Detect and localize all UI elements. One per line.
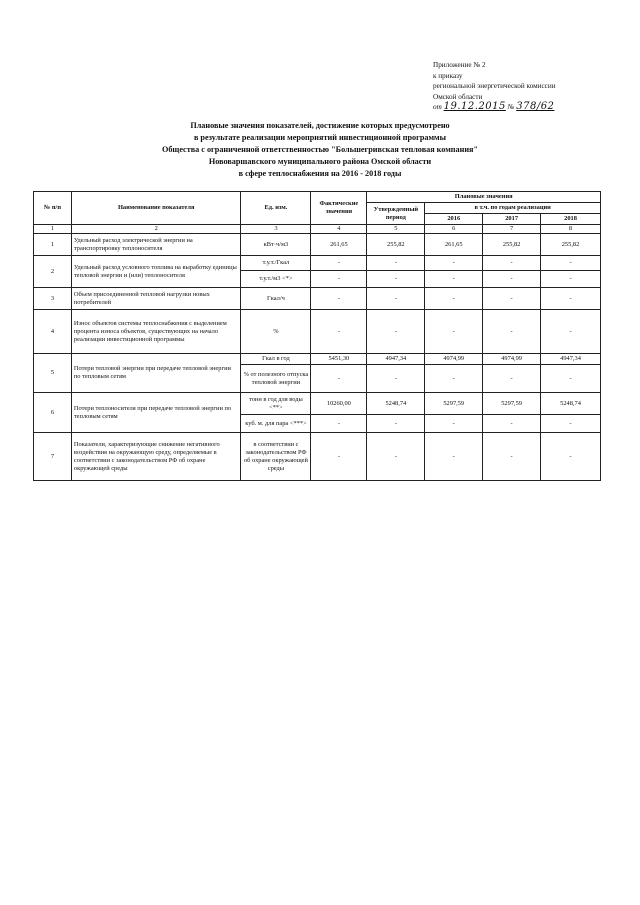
row-value: - xyxy=(483,310,541,354)
row-unit: т.у.т./м3 <*> xyxy=(241,271,311,288)
header-2016: 2016 xyxy=(425,214,483,225)
header-unit: Ед. изм. xyxy=(241,192,311,225)
index-cell: 4 xyxy=(311,225,367,234)
header-approved: Утвержденный период xyxy=(367,203,425,225)
row-num: 4 xyxy=(34,310,72,354)
row-value: - xyxy=(311,415,367,433)
row-value: - xyxy=(425,415,483,433)
row-value: - xyxy=(367,310,425,354)
row-value: - xyxy=(483,365,541,393)
row-value: 4947,34 xyxy=(541,354,601,365)
table-row xyxy=(34,310,601,354)
row-value: 5451,30 xyxy=(311,354,367,365)
row-value: - xyxy=(311,433,367,481)
row-name: Потери тепловой энергии при передаче тепловой энергии по тепловым сетям xyxy=(71,354,241,393)
row-value: 10260,00 xyxy=(311,393,367,415)
title-line-4: Нововаршавского муниципального района Омской области xyxy=(208,157,432,166)
row-unit: т.у.т./Гкал xyxy=(241,256,311,271)
row-num: 1 xyxy=(34,234,72,256)
row-value: - xyxy=(311,288,367,310)
document-title xyxy=(90,120,550,180)
row-value: 5297,59 xyxy=(483,393,541,415)
table-row xyxy=(34,393,601,415)
row-value: - xyxy=(483,433,541,481)
appendix-line-2: к приказу xyxy=(433,71,463,80)
row-value: - xyxy=(541,288,601,310)
index-row xyxy=(34,225,601,234)
row-unit: в соответствии с законодательством РФ об охране окружающей среды xyxy=(241,433,311,481)
row-2018: 255,82 xyxy=(541,234,601,256)
row-unit: Гкал/ч xyxy=(241,288,311,310)
number-prefix: № xyxy=(507,103,515,111)
row-unit: куб. м. для пара <***> xyxy=(241,415,311,433)
row-value: - xyxy=(311,256,367,271)
row-value: - xyxy=(541,415,601,433)
index-cell: 5 xyxy=(367,225,425,234)
row-value: 4947,34 xyxy=(367,354,425,365)
row-value: - xyxy=(541,433,601,481)
row-name: Износ объектов системы теплоснабжения с выделением процента износа объектов, существующих на начало реализации инвестиционной программы xyxy=(71,310,241,354)
header-by-years: в т.ч. по годам реализации xyxy=(425,203,601,214)
index-cell: 8 xyxy=(541,225,601,234)
row-unit: кВт·ч/м3 xyxy=(241,234,311,256)
row-value: - xyxy=(483,256,541,271)
row-value: - xyxy=(311,271,367,288)
row-name: Потери теплоносителя при передаче тепловой энергии по тепловым сетям xyxy=(71,393,241,433)
appendix-line-3: региональной энергетической комиссии xyxy=(433,82,556,90)
row-value: 5248,74 xyxy=(367,393,425,415)
table-row xyxy=(34,234,601,256)
row-actual: 261,65 xyxy=(311,234,367,256)
title-line-5: в сфере теплоснабжения на 2016 - 2018 годы xyxy=(238,169,402,178)
header-num: № п/п xyxy=(34,192,72,225)
row-value: 5297,59 xyxy=(425,393,483,415)
row-name: Удельный расход электрической энергии на транспортировку теплоносителя xyxy=(71,234,241,256)
header-2017: 2017 xyxy=(483,214,541,225)
row-unit: % от полезного отпуска тепловой энергии xyxy=(241,365,311,393)
row-value: - xyxy=(367,288,425,310)
row-value: - xyxy=(425,433,483,481)
row-value: - xyxy=(367,365,425,393)
date-value: 19.12.2015 xyxy=(443,101,506,112)
header-actual: Фактические значения xyxy=(311,192,367,225)
row-num: 7 xyxy=(34,433,72,481)
title-line-2: в результате реализации мероприятий инвестиционной программы xyxy=(193,133,447,142)
row-unit: % xyxy=(241,310,311,354)
row-value: - xyxy=(541,310,601,354)
row-value: - xyxy=(483,288,541,310)
appendix-line-1: Приложение № 2 xyxy=(433,61,486,69)
row-num: 3 xyxy=(34,288,72,310)
row-2017: 255,82 xyxy=(483,234,541,256)
row-name: Показатели, характеризующие снижение негативного воздействия на окружающую среду, определяемые в соответствии с законодательством РФ об охране окружающей среды xyxy=(71,433,241,481)
table-row xyxy=(34,354,601,365)
index-cell: 2 xyxy=(71,225,241,234)
row-num: 5 xyxy=(34,354,72,393)
row-value: 4974,99 xyxy=(425,354,483,365)
row-value: - xyxy=(311,365,367,393)
row-value: - xyxy=(367,271,425,288)
row-value: - xyxy=(541,256,601,271)
table-row xyxy=(34,288,601,310)
title-line-1: Плановые значения показателей, достижение которых предусмотрено xyxy=(190,121,450,130)
indicators-table xyxy=(33,191,601,481)
row-value: - xyxy=(311,310,367,354)
header-name: Наименование показателя xyxy=(71,192,241,225)
appendix-block xyxy=(433,60,623,113)
index-cell: 6 xyxy=(425,225,483,234)
row-value: 4974,99 xyxy=(483,354,541,365)
row-unit: тонн в год для воды <**> xyxy=(241,393,311,415)
index-cell: 3 xyxy=(241,225,311,234)
row-value: - xyxy=(425,256,483,271)
row-value: - xyxy=(483,415,541,433)
row-value: - xyxy=(425,271,483,288)
appendix-date-line xyxy=(433,102,623,113)
table-row xyxy=(34,256,601,271)
row-value: - xyxy=(367,256,425,271)
row-value: - xyxy=(541,271,601,288)
number-value: 378/62 xyxy=(516,101,555,112)
row-approved: 255,82 xyxy=(367,234,425,256)
row-name: Удельный расход условного топлива на выработку единицы тепловой энергии и (или) теплоносителя xyxy=(71,256,241,288)
row-value: - xyxy=(425,288,483,310)
row-2016: 261,65 xyxy=(425,234,483,256)
row-value: - xyxy=(367,433,425,481)
appendix-line-4: Омской области xyxy=(433,92,483,101)
header-2018: 2018 xyxy=(541,214,601,225)
row-num: 2 xyxy=(34,256,72,288)
index-cell: 7 xyxy=(483,225,541,234)
row-unit: Гкал в год xyxy=(241,354,311,365)
row-num: 6 xyxy=(34,393,72,433)
index-cell: 1 xyxy=(34,225,72,234)
row-value: 5248,74 xyxy=(541,393,601,415)
row-value: - xyxy=(425,310,483,354)
row-name: Объем присоединенной тепловой нагрузки новых потребителей xyxy=(71,288,241,310)
row-value: - xyxy=(541,365,601,393)
date-prefix: от xyxy=(433,103,442,111)
row-value: - xyxy=(367,415,425,433)
header-planned: Плановые значения xyxy=(367,192,601,203)
row-value: - xyxy=(483,271,541,288)
table-row xyxy=(34,433,601,481)
title-line-3: Общества с ограниченной ответственностью "Большегривская тепловая компания" xyxy=(161,145,479,154)
row-value: - xyxy=(425,365,483,393)
